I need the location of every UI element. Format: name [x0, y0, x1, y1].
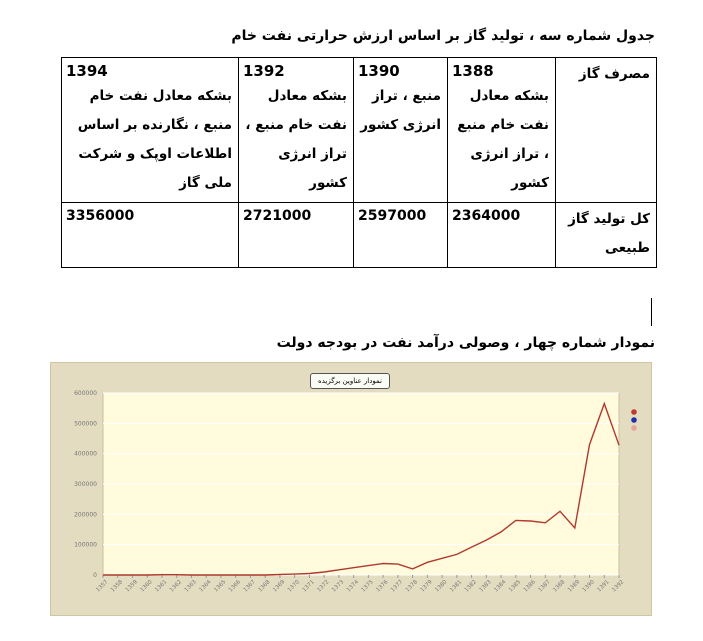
cell-description: بشکه معادل نفت خام منبع ، نگارنده بر اساس اطلاعات اوپک و شرکت ملی گاز: [77, 88, 232, 191]
y-tick-label: 300000: [74, 481, 97, 488]
x-tick-label: 1372: [316, 579, 331, 594]
table-title: جدول شماره سه ، تولید گاز بر اساس ارزش حرارتی نفت خام: [231, 28, 655, 44]
x-tick-label: 1377: [390, 579, 405, 594]
x-tick-label: 1361: [154, 579, 169, 594]
y-tick-label: 600000: [74, 390, 97, 397]
selected-titles-button[interactable]: نمودار عناوین برگزیده: [310, 373, 390, 389]
table-cell: [448, 203, 556, 268]
year-label: 1388: [452, 62, 494, 80]
x-tick-label: 1379: [419, 579, 434, 594]
cell-description: بشکه معادل نفت خام منبع ، تراز انرژی کشور: [245, 88, 347, 191]
x-tick-label: 1363: [183, 579, 198, 594]
cell-description: منبع ، تراز انرژی کشور: [360, 88, 441, 133]
x-tick-label: 1374: [345, 579, 360, 594]
x-tick-label: 1358: [109, 579, 125, 594]
cell-value: 2364000: [452, 208, 521, 224]
table-cell: [354, 203, 448, 268]
x-tick-label: 1382: [463, 579, 478, 594]
x-tick-label: 1392: [611, 579, 626, 594]
x-tick-label: 1357: [95, 579, 110, 594]
x-tick-label: 1368: [257, 579, 272, 594]
y-tick-label: 500000: [74, 420, 97, 428]
y-tick-label: 200000: [74, 511, 97, 519]
x-tick-label: 1360: [139, 579, 154, 594]
cell-value: 3356000: [66, 208, 135, 224]
x-tick-label: 1389: [566, 579, 582, 594]
x-tick-label: 1384: [493, 579, 508, 594]
table-cell: [239, 58, 354, 203]
x-tick-label: 1387: [537, 579, 552, 594]
table-row: [62, 58, 657, 203]
x-tick-label: 1376: [375, 579, 390, 594]
x-tick-label: 1388: [552, 579, 567, 594]
legend-marker: [631, 417, 637, 423]
x-tick-label: 1375: [360, 579, 375, 594]
x-tick-label: 1359: [124, 579, 139, 594]
table-row: [62, 203, 657, 268]
x-tick-label: 1369: [272, 579, 287, 594]
oil-revenue-chart: [51, 363, 651, 615]
gas-production-table: [61, 57, 657, 268]
table-cell: [239, 203, 354, 268]
x-tick-label: 1383: [478, 579, 493, 594]
x-tick-label: 1367: [242, 579, 257, 594]
cell-value: 2597000: [358, 208, 427, 224]
x-tick-label: 1381: [449, 579, 464, 594]
table-cell: [354, 58, 448, 203]
x-tick-label: 1385: [508, 579, 523, 594]
year-label: 1390: [358, 62, 400, 80]
x-tick-label: 1373: [331, 579, 346, 594]
year-label: 1394: [66, 62, 108, 80]
x-tick-label: 1362: [168, 579, 184, 594]
row-label-total-production: کل تولید گاز طبیعی: [556, 203, 657, 268]
table-cell: [62, 203, 239, 268]
x-tick-label: 1366: [227, 579, 243, 594]
legend-marker: [631, 425, 637, 431]
y-tick-label: 0: [93, 572, 97, 579]
row-label-gas-consumption: مصرف گاز: [556, 58, 657, 203]
table-cell: [448, 58, 556, 203]
cell-value: 2721000: [243, 208, 312, 224]
x-tick-label: 1390: [581, 579, 596, 594]
chart-panel: [50, 362, 652, 616]
x-tick-label: 1370: [286, 579, 302, 594]
cell-description: بشکه معادل نفت خام منبع ، تراز انرژی کشور: [457, 88, 549, 191]
x-tick-label: 1371: [301, 579, 316, 594]
y-tick-label: 100000: [74, 541, 97, 549]
x-tick-label: 1380: [434, 579, 449, 594]
x-tick-label: 1364: [198, 579, 213, 594]
y-tick-label: 400000: [74, 450, 97, 458]
chart-title: نمودار شماره چهار ، وصولی درآمد نفت در بودجه دولت: [276, 335, 655, 351]
x-tick-label: 1391: [596, 579, 611, 594]
year-label: 1392: [243, 62, 285, 80]
legend-marker: [631, 409, 637, 415]
x-tick-label: 1386: [522, 579, 537, 594]
x-tick-label: 1365: [213, 579, 228, 594]
x-tick-label: 1378: [404, 579, 419, 594]
table-cell: [62, 58, 239, 203]
text-cursor: [651, 298, 652, 326]
